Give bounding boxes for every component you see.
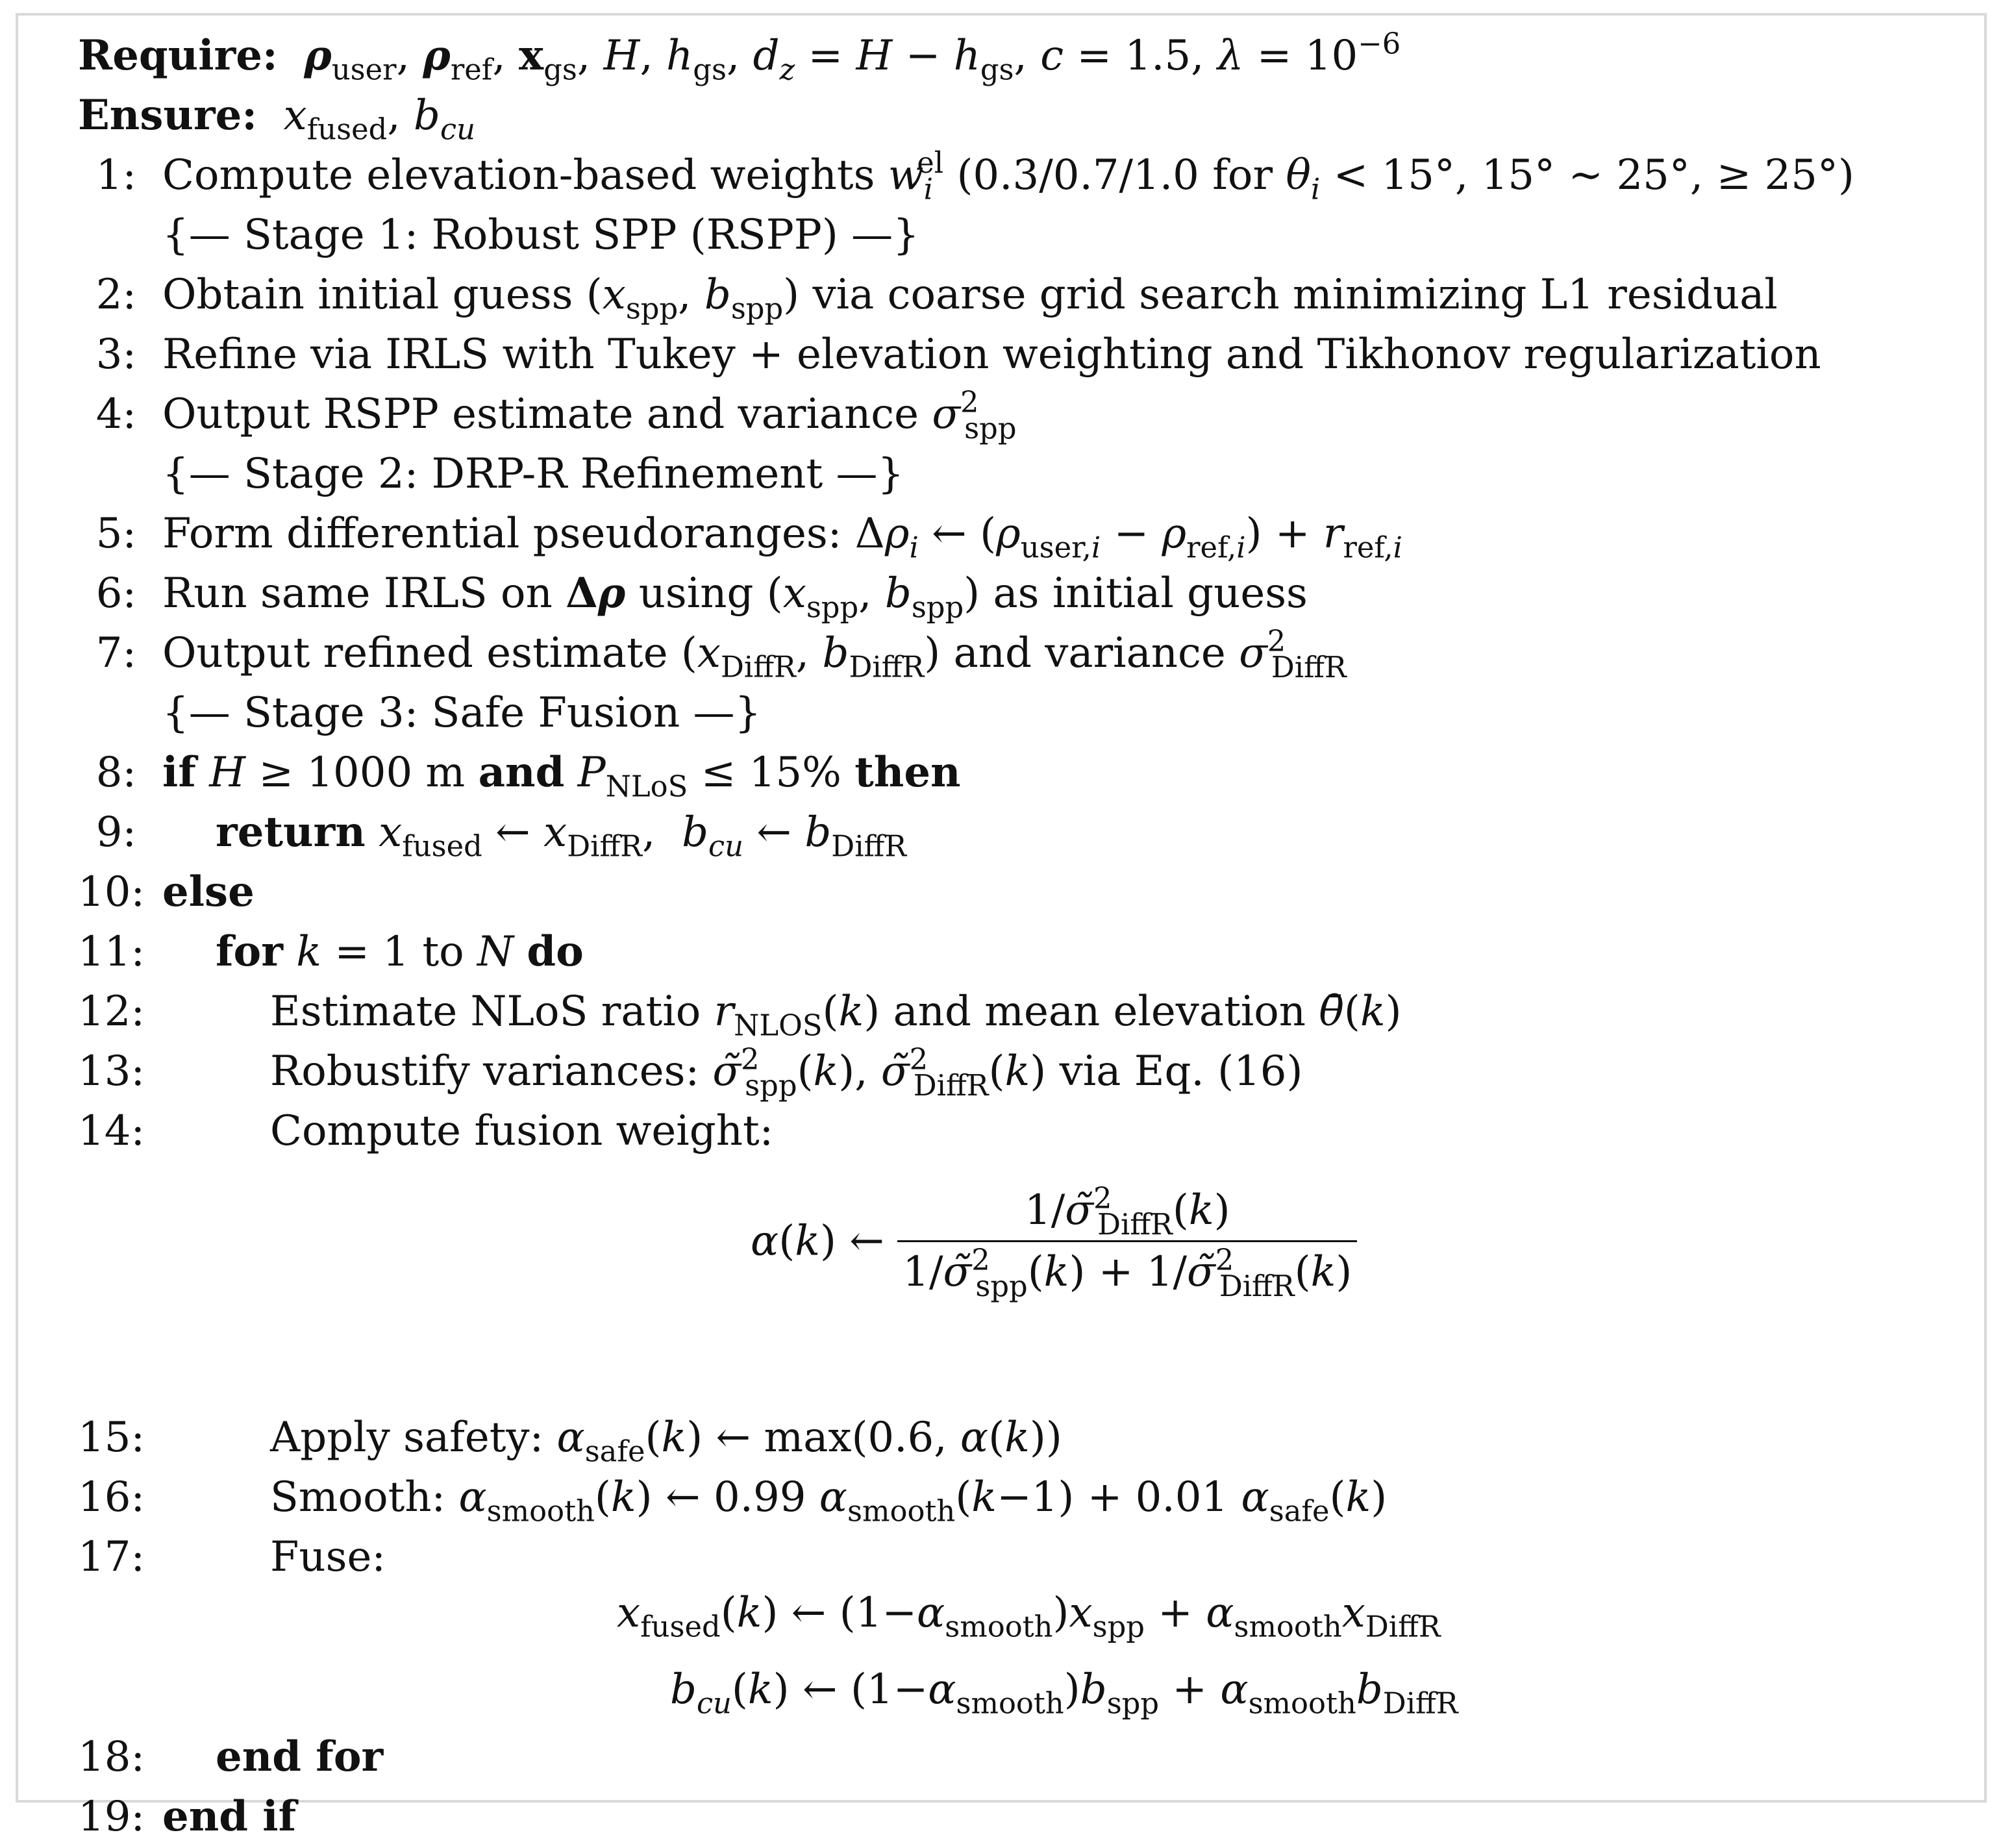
line-6: 6: Run same IRLS on Δρ using ($x_{spp}$, $b_{spp}$) as initial guess: [78, 573, 2000, 625]
stage-1-comment: {— Stage 1: Robust SPP (RSPP) —}: [162, 211, 919, 259]
line-13: 13: Robustify variances: σ̃$^2_{spp}$(k), σ̃$^2_{DiffR}$(k) via Eq. (16): [78, 1042, 1303, 1103]
line-3: [78, 331, 2000, 386]
line-number: 9:: [95, 808, 136, 856]
fuse-x-equation: $x_{fused}(k)$ ← $(1-\alpha_{smooth})x_{spp} + \alpha_{smooth}x_{DiffR}$: [617, 1589, 1441, 1644]
line-number: 17:: [78, 1533, 145, 1581]
line-9: 9: return $x_{fused}$ ← $x_{DiffR}$, $b_{cu}$ ← $b_{DiffR}$: [78, 812, 2000, 864]
line-number: 5:: [95, 510, 136, 558]
line-number: 1:: [95, 151, 136, 199]
line-number: 13:: [78, 1047, 145, 1095]
line-number: 10:: [78, 868, 145, 916]
line-11: 11: for k = 1 to N do: [78, 927, 584, 976]
line-5: 5: Form differential pseudoranges: $\Delta\rho_i$ ← $(\rho_{user,i} - \rho_{ref,i}) + r_{ref,i}$: [78, 513, 2000, 565]
else-keyword: else: [162, 868, 255, 916]
stage-2-comment: {— Stage 2: DRP-R Refinement —}: [162, 450, 904, 498]
line-16: 16: Smooth: $\alpha_{smooth}(k)$ ← 0.99 $\alpha_{smooth}(k-1) + 0.01$ $\alpha_{safe}(k)$: [78, 1473, 1388, 1529]
end-for-keyword: end for: [216, 1732, 384, 1781]
algorithm-frame: [16, 13, 1987, 1841]
line-number: 18:: [78, 1733, 145, 1781]
line-number: 14:: [78, 1107, 145, 1155]
line-10: [78, 868, 2000, 923]
line-15: 15: Apply safety: $\alpha_{safe}(k)$ ← max(0.6, α(k)): [78, 1414, 1062, 1469]
ensure-line: Ensure: $x_{fused}$, $b_{cu}$: [78, 91, 475, 147]
line-7: 7: Output refined estimate ($x_{DiffR}$, $b_{DiffR}$) and variance $\sigma^2_{DiffR}$: [78, 632, 2000, 684]
line-number: 16:: [78, 1473, 145, 1521]
line-number: 4:: [95, 390, 136, 438]
line-number: 6:: [95, 569, 136, 618]
line-number: 11:: [78, 928, 145, 976]
line-17-text: Fuse:: [270, 1533, 386, 1581]
line-19: [78, 1792, 2000, 1848]
fusion-weight-equation: α(k) ← $\frac{1/\sigmã^2_{DiffR}(k)}{1/\sigmã^2_{spp}(k) + 1/\sigmã^2_{DiffR}(k)}$: [751, 1190, 1357, 1293]
line-number: 12:: [78, 988, 145, 1036]
line-number: 15:: [78, 1414, 145, 1462]
line-4: 4: Output RSPP estimate and variance $\sigma^2_{spp}$: [78, 393, 2000, 445]
line-1: 1: Compute elevation-based weights $w_i^{el}$ (0.3/0.7/1.0 for $\theta_i < 15^\circ$, 15° ∼ 25°, ≥ 25°): [78, 155, 2000, 206]
line-12: 12: Estimate NLoS ratio $r_{NLOS}(k)$ and mean elevation θ̄(k): [78, 988, 1402, 1043]
line-number: 8:: [95, 749, 136, 797]
line-2: 2: Obtain initial guess ($x_{spp}$, $b_{spp}$) via coarse grid search minimizing L1 residual: [78, 274, 2000, 326]
line-8: 8: if H ≥ 1000 m and $P_{NLoS} \le 15\%$ then: [78, 752, 2000, 804]
require-label: Require:: [78, 31, 278, 80]
stage-3-comment: {— Stage 3: Safe Fusion —}: [162, 689, 762, 737]
line-number: 3:: [95, 331, 136, 379]
line-3-text: Refine via IRLS with Tukey + elevation weighting and Tikhonov regularization: [162, 331, 1821, 379]
line-17: [78, 1533, 2000, 1588]
line-18: [78, 1732, 2000, 1788]
end-if-keyword: end if: [162, 1792, 297, 1841]
line-14: [78, 1107, 2000, 1162]
require-line: Require: $\rho_{user}$, $\rho_{ref}$, $x_{gs}$, H, $h_{gs}$, $d_z = H - h_{gs}$, c = 1.5, $\lambda = 10^{-6}$: [78, 26, 1401, 87]
line-14-text: Compute fusion weight:: [270, 1107, 774, 1155]
fuse-b-equation: $b_{cu}(k)$ ← $(1-\alpha_{smooth})b_{spp} + \alpha_{smooth}b_{DiffR}$: [670, 1666, 1458, 1721]
ensure-label: Ensure:: [78, 91, 257, 140]
line-number: 7:: [95, 629, 136, 677]
line-number: 2:: [95, 271, 136, 319]
line-number: 19:: [78, 1793, 145, 1841]
